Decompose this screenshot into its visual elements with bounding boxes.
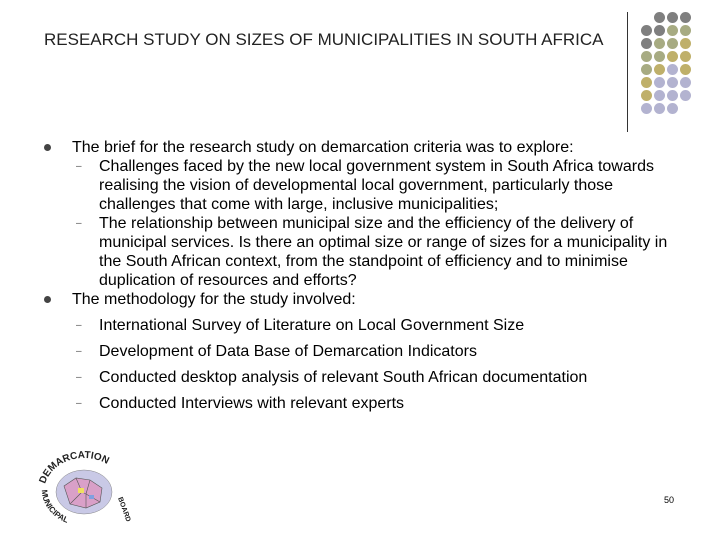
sub-bullet-text: Challenges faced by the new local government system in South Africa towards realising the vision of developmental local government, particularly those challenges that come with large, inclusive municipalities; [99, 158, 654, 213]
decorative-dot [667, 38, 678, 49]
decorative-dot [667, 90, 678, 101]
dash-icon: – [76, 161, 82, 172]
decorative-dot [667, 12, 678, 23]
sub-bullet [44, 157, 684, 214]
decorative-dot [654, 64, 665, 75]
dash-icon: – [76, 372, 82, 383]
sub-bullet-text: Conducted Interviews with relevant experts [99, 395, 405, 412]
sub-bullet-text: The relationship between municipal size and the efficiency of the delivery of municipal services. Is there an optimal size or range of sizes for a municipality in the South African context, from the standpoint of efficiency and to minimise duplication of resources and efforts? [99, 215, 668, 289]
decorative-dot [654, 51, 665, 62]
decorative-dot-grid [641, 12, 720, 122]
decorative-dot [680, 77, 691, 88]
sub-bullet [44, 394, 684, 413]
bullet-icon [44, 296, 51, 303]
municipal-demarcation-board-logo [34, 448, 134, 528]
decorative-dot [641, 77, 652, 88]
decorative-dot [680, 64, 691, 75]
decorative-dot [680, 38, 691, 49]
decorative-dot [641, 90, 652, 101]
logo-text-right: BOARD [116, 496, 132, 523]
decorative-dot [680, 12, 691, 23]
slide-body [44, 138, 684, 413]
decorative-dot [641, 38, 652, 49]
decorative-dot [654, 12, 665, 23]
decorative-dot [667, 64, 678, 75]
sub-bullet-text: International Survey of Literature on Local Government Size [99, 317, 525, 334]
decorative-dot [680, 25, 691, 36]
sub-bullet [44, 368, 684, 387]
decorative-dot [667, 103, 678, 114]
dash-icon: – [76, 346, 82, 357]
bullet-icon [44, 144, 51, 151]
decorative-dot [654, 77, 665, 88]
logo-text-top: DEMARCATION [37, 449, 111, 486]
dash-icon: – [76, 218, 82, 229]
logo-text-left: MUNICIPAL [39, 489, 70, 525]
bullet-text: The brief for the research study on demarcation criteria was to explore: [72, 139, 574, 156]
sub-bullet [44, 316, 684, 335]
decorative-dot [680, 90, 691, 101]
divider-line [627, 12, 628, 132]
bullet-methodology [44, 290, 684, 309]
decorative-dot [641, 103, 652, 114]
decorative-dot [654, 103, 665, 114]
dash-icon: – [76, 320, 82, 331]
dash-icon: – [76, 398, 82, 409]
decorative-dot [654, 38, 665, 49]
sub-bullet-text: Conducted desktop analysis of relevant South African documentation [99, 369, 588, 386]
decorative-dot [680, 51, 691, 62]
decorative-dot [641, 51, 652, 62]
slide-title: RESEARCH STUDY ON SIZES OF MUNICIPALITIES IN SOUTH AFRICA [44, 30, 604, 49]
decorative-dot [641, 25, 652, 36]
sub-bullet [44, 214, 684, 290]
decorative-dot [654, 25, 665, 36]
sub-bullet-text: Development of Data Base of Demarcation Indicators [99, 343, 477, 360]
decorative-dot [667, 77, 678, 88]
decorative-dot [654, 90, 665, 101]
sub-bullet [44, 342, 684, 361]
decorative-dot [667, 51, 678, 62]
decorative-dot [641, 64, 652, 75]
decorative-dot [667, 25, 678, 36]
bullet-brief [44, 138, 684, 157]
page-number: 50 [664, 495, 675, 505]
bullet-text: The methodology for the study involved: [72, 291, 356, 308]
